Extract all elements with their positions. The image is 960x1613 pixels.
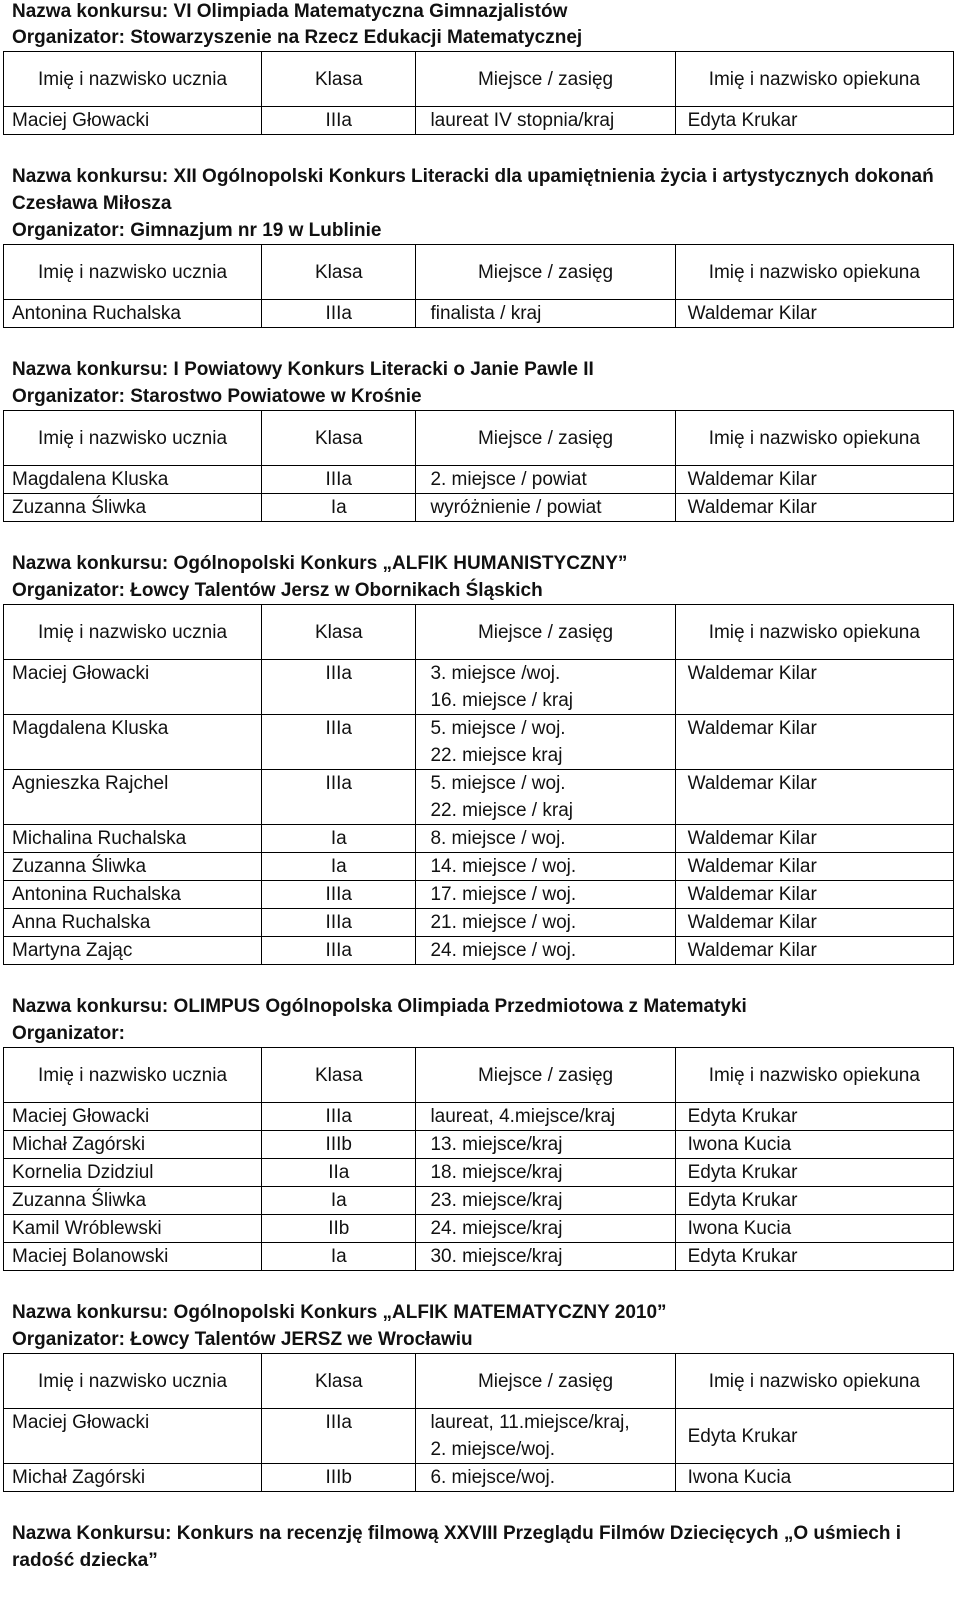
header-student: Imię i nazwisko ucznia — [4, 411, 262, 466]
contest-section — [0, 0, 960, 135]
table-row — [4, 1159, 954, 1187]
header-class: Klasa — [262, 1048, 416, 1103]
student-place: 30. miejsce/kraj — [416, 1243, 675, 1271]
contest-organizer: Organizator: Starostwo Powiatowe w Krośnie — [12, 386, 422, 407]
header-class: Klasa — [262, 245, 416, 300]
table-row — [4, 909, 954, 937]
table-header-row — [4, 245, 954, 300]
table-row — [4, 715, 954, 770]
teacher-name: Waldemar Kilar — [675, 300, 953, 328]
table-header-row — [4, 411, 954, 466]
student-class: IIa — [262, 1159, 416, 1187]
teacher-name: Edyta Krukar — [675, 1103, 953, 1131]
student-name: Maciej Głowacki — [4, 660, 262, 715]
student-place: 13. miejsce/kraj — [416, 1131, 675, 1159]
student-class: IIIa — [262, 715, 416, 770]
contest-organizer: Organizator: Łowcy Talentów Jersz w Obornikach Śląskich — [12, 580, 543, 601]
table-header-row — [4, 52, 954, 107]
place-line: 3. miejsce /woj. — [430, 663, 561, 684]
student-place: 14. miejsce / woj. — [416, 853, 675, 881]
student-place: wyróżnienie / powiat — [416, 494, 675, 522]
student-place: 18. miejsce/kraj — [416, 1159, 675, 1187]
contest-title: Nazwa konkursu: I Powiatowy Konkurs Literacki o Janie Pawle II — [12, 359, 594, 380]
student-place: 21. miejsce / woj. — [416, 909, 675, 937]
table-row — [4, 660, 954, 715]
student-place: 2. miejsce / powiat — [416, 466, 675, 494]
teacher-name: Edyta Krukar — [675, 1409, 953, 1464]
student-class: Ia — [262, 1187, 416, 1215]
teacher-name: Iwona Kucia — [675, 1131, 953, 1159]
table-header-row — [4, 1048, 954, 1103]
student-place: 23. miejsce/kraj — [416, 1187, 675, 1215]
header-class: Klasa — [262, 605, 416, 660]
student-place — [416, 770, 675, 825]
student-place: finalista / kraj — [416, 300, 675, 328]
student-name: Antonina Ruchalska — [4, 881, 262, 909]
student-place: 6. miejsce/woj. — [416, 1464, 675, 1492]
contest-section — [0, 993, 960, 1271]
teacher-name: Edyta Krukar — [675, 1187, 953, 1215]
header-place: Miejsce / zasięg — [416, 245, 675, 300]
header-teacher: Imię i nazwisko opiekuna — [675, 52, 953, 107]
student-class: Ia — [262, 853, 416, 881]
header-place: Miejsce / zasięg — [416, 1048, 675, 1103]
header-class: Klasa — [262, 52, 416, 107]
header-teacher: Imię i nazwisko opiekuna — [675, 1354, 953, 1409]
contest-organizer: Organizator: Łowcy Talentów JERSZ we Wrocławiu — [12, 1329, 473, 1350]
student-class: IIIa — [262, 107, 416, 135]
teacher-name: Waldemar Kilar — [675, 466, 953, 494]
student-place: 8. miejsce / woj. — [416, 825, 675, 853]
header-student: Imię i nazwisko ucznia — [4, 52, 262, 107]
results-table — [3, 604, 954, 965]
contest-title: Nazwa konkursu: Ogólnopolski Konkurs „ALFIK MATEMATYCZNY 2010” — [12, 1302, 667, 1323]
teacher-name: Waldemar Kilar — [675, 825, 953, 853]
student-place: 24. miejsce / woj. — [416, 937, 675, 965]
student-class: IIIa — [262, 466, 416, 494]
contest-section — [0, 1520, 960, 1574]
student-class: IIIa — [262, 770, 416, 825]
table-row — [4, 494, 954, 522]
student-class: IIIa — [262, 1103, 416, 1131]
place-line: 22. miejsce kraj — [430, 745, 563, 766]
teacher-name: Edyta Krukar — [675, 107, 953, 135]
student-class: Ia — [262, 825, 416, 853]
student-class: IIIa — [262, 660, 416, 715]
student-place — [416, 715, 675, 770]
teacher-name: Waldemar Kilar — [675, 770, 953, 825]
student-place — [416, 660, 675, 715]
header-student: Imię i nazwisko ucznia — [4, 1354, 262, 1409]
student-name: Maciej Głowacki — [4, 107, 262, 135]
results-table — [3, 244, 954, 328]
table-row — [4, 853, 954, 881]
header-place: Miejsce / zasięg — [416, 52, 675, 107]
teacher-name: Waldemar Kilar — [675, 715, 953, 770]
header-class: Klasa — [262, 411, 416, 466]
table-row — [4, 1131, 954, 1159]
place-line: 22. miejsce / kraj — [430, 800, 573, 821]
table-row — [4, 1409, 954, 1464]
student-class: IIb — [262, 1215, 416, 1243]
student-class: IIIb — [262, 1131, 416, 1159]
student-name: Anna Ruchalska — [4, 909, 262, 937]
header-student: Imię i nazwisko ucznia — [4, 605, 262, 660]
header-student: Imię i nazwisko ucznia — [4, 245, 262, 300]
student-name: Michalina Ruchalska — [4, 825, 262, 853]
teacher-name: Waldemar Kilar — [675, 909, 953, 937]
place-line: laureat, 11.miejsce/kraj, — [430, 1412, 630, 1433]
student-place: laureat, 4.miejsce/kraj — [416, 1103, 675, 1131]
student-name: Michał Zagórski — [4, 1464, 262, 1492]
student-class: IIIb — [262, 1464, 416, 1492]
student-class: IIIa — [262, 300, 416, 328]
student-place: laureat IV stopnia/kraj — [416, 107, 675, 135]
contest-organizer: Organizator: — [12, 1023, 125, 1044]
teacher-name: Iwona Kucia — [675, 1215, 953, 1243]
student-name: Kornelia Dzidziul — [4, 1159, 262, 1187]
place-line: 16. miejsce / kraj — [430, 690, 573, 711]
table-row — [4, 1215, 954, 1243]
student-name: Antonina Ruchalska — [4, 300, 262, 328]
contest-section — [0, 356, 960, 522]
table-row — [4, 107, 954, 135]
table-row — [4, 1243, 954, 1271]
student-name: Maciej Głowacki — [4, 1103, 262, 1131]
student-class: IIIa — [262, 881, 416, 909]
student-name: Agnieszka Rajchel — [4, 770, 262, 825]
contest-section — [0, 550, 960, 965]
contest-title: Nazwa konkursu: Ogólnopolski Konkurs „ALFIK HUMANISTYCZNY” — [12, 553, 628, 574]
teacher-name: Waldemar Kilar — [675, 937, 953, 965]
student-name: Zuzanna Śliwka — [4, 494, 262, 522]
table-header-row — [4, 605, 954, 660]
table-row — [4, 1103, 954, 1131]
student-class: IIIa — [262, 909, 416, 937]
table-row — [4, 881, 954, 909]
header-place: Miejsce / zasięg — [416, 411, 675, 466]
table-row — [4, 466, 954, 494]
teacher-name: Iwona Kucia — [675, 1464, 953, 1492]
student-name: Kamil Wróblewski — [4, 1215, 262, 1243]
contest-section — [0, 1299, 960, 1492]
header-place: Miejsce / zasięg — [416, 1354, 675, 1409]
student-place: 24. miejsce/kraj — [416, 1215, 675, 1243]
results-table — [3, 1353, 954, 1492]
header-class: Klasa — [262, 1354, 416, 1409]
teacher-name: Edyta Krukar — [675, 1159, 953, 1187]
results-table — [3, 1047, 954, 1271]
header-teacher: Imię i nazwisko opiekuna — [675, 245, 953, 300]
student-place: 17. miejsce / woj. — [416, 881, 675, 909]
student-place — [416, 1409, 675, 1464]
student-class: Ia — [262, 494, 416, 522]
header-teacher: Imię i nazwisko opiekuna — [675, 1048, 953, 1103]
student-class: IIIa — [262, 937, 416, 965]
table-row — [4, 937, 954, 965]
teacher-name: Waldemar Kilar — [675, 660, 953, 715]
student-name: Magdalena Kluska — [4, 715, 262, 770]
place-line: 5. miejsce / woj. — [430, 718, 566, 739]
contest-title: Nazwa konkursu: XII Ogólnopolski Konkurs Literacki dla upamiętnienia życia i artystycznych dokonań Czesława Miłosza — [12, 166, 934, 214]
header-teacher: Imię i nazwisko opiekuna — [675, 411, 953, 466]
header-teacher: Imię i nazwisko opiekuna — [675, 605, 953, 660]
student-class: IIIa — [262, 1409, 416, 1464]
student-class: Ia — [262, 1243, 416, 1271]
contest-organizer: Organizator: Gimnazjum nr 19 w Lublinie — [12, 220, 382, 241]
student-name: Michał Zagórski — [4, 1131, 262, 1159]
contest-title: Nazwa konkursu: VI Olimpiada Matematyczna Gimnazjalistów — [12, 1, 568, 22]
contest-title: Nazwa Konkursu: Konkurs na recenzję filmową XXVIII Przeglądu Filmów Dziecięcych „O uśmiech i radość dziecka” — [12, 1523, 902, 1571]
header-place: Miejsce / zasięg — [416, 605, 675, 660]
student-name: Zuzanna Śliwka — [4, 1187, 262, 1215]
student-name: Magdalena Kluska — [4, 466, 262, 494]
contest-organizer: Organizator: Stowarzyszenie na Rzecz Edukacji Matematycznej — [12, 27, 583, 48]
teacher-name: Edyta Krukar — [675, 1243, 953, 1271]
student-name: Maciej Głowacki — [4, 1409, 262, 1464]
table-row — [4, 1187, 954, 1215]
student-name: Zuzanna Śliwka — [4, 853, 262, 881]
teacher-name: Waldemar Kilar — [675, 881, 953, 909]
place-line: 5. miejsce / woj. — [430, 773, 566, 794]
table-row — [4, 770, 954, 825]
teacher-name: Waldemar Kilar — [675, 853, 953, 881]
results-table — [3, 410, 954, 522]
student-name: Maciej Bolanowski — [4, 1243, 262, 1271]
table-row — [4, 1464, 954, 1492]
teacher-name: Waldemar Kilar — [675, 494, 953, 522]
contest-title: Nazwa konkursu: OLIMPUS Ogólnopolska Olimpiada Przedmiotowa z Matematyki — [12, 996, 747, 1017]
table-header-row — [4, 1354, 954, 1409]
student-name: Martyna Zając — [4, 937, 262, 965]
results-table — [3, 51, 954, 135]
place-line: 2. miejsce/woj. — [430, 1439, 556, 1460]
header-student: Imię i nazwisko ucznia — [4, 1048, 262, 1103]
table-row — [4, 825, 954, 853]
contest-section — [0, 163, 960, 328]
table-row — [4, 300, 954, 328]
